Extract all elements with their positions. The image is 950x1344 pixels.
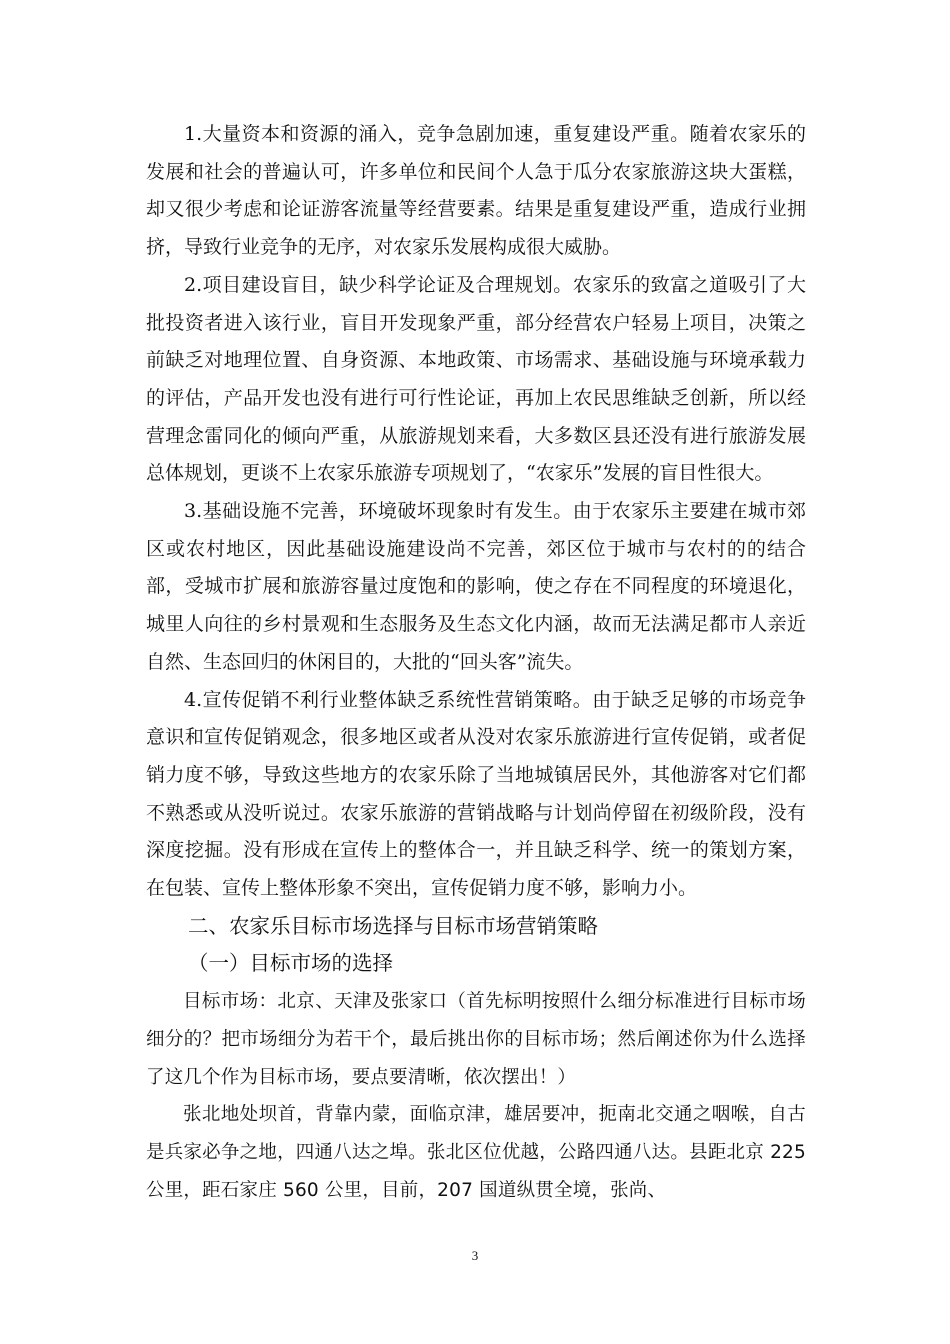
paragraph-target-market: 目标市场：北京、天津及张家口（首先标明按照什么细分标准进行目标市场细分的？把市场细分为若干个，最后挑出你的目标市场；然后阐述你为什么选择了这几个作为目标市场，要点要清晰，依次摆出！） — [146, 991, 806, 1088]
body-text — [146, 116, 806, 1209]
subsection-heading: （一）目标市场的选择 — [188, 951, 393, 976]
paragraph-3: 3.基础设施不完善，环境破坏现象时有发生。由于农家乐主要建在城市郊区或农村地区，因此基础设施建设尚不完善，郊区位于城市与农村的的结合部，受城市扩展和旅游容量过度饱和的影响，使之存在不同程度的环境退化，城里人向往的乡村景观和生态服务及生态文化内涵，故而无法满足都市人亲近自然、生态回归的休闲目的，大批的“回头客”流失。 — [146, 500, 806, 673]
paragraph-1: 1.大量资本和资源的涌入，竞争急剧加速，重复建设严重。随着农家乐的发展和社会的普遍认可，许多单位和民间个人急于瓜分农家旅游这块大蛋糕，却又很少考虑和论证游客流量等经营要素。结果是重复建设严重，造成行业拥挤，导致行业竞争的无序，对农家乐发展构成很大威胁。 — [146, 123, 806, 259]
page-number: 3 — [471, 1248, 479, 1263]
paragraph-4: 4.宣传促销不利行业整体缺乏系统性营销策略。由于缺乏足够的市场竞争意识和宣传促销观念，很多地区或者从没对农家乐旅游进行宣传促销，或者促销力度不够，导致这些地方的农家乐除了当地城镇居民外，其他游客对它们都不熟悉或从没听说过。农家乐旅游的营销战略与计划尚停留在初级阶段，没有深度挖掘。没有形成在宣传上的整体合一，并且缺乏科学、统一的策划方案，在包装、宣传上整体形象不突出，宣传促销力度不够，影响力小。 — [146, 688, 806, 900]
paragraph-zhangbei: 张北地处坝首，背靠内蒙，面临京津，雄居要冲，扼南北交通之咽喉，自古是兵家必争之地，四通八达之埠。张北区位优越，公路四通八达。县距北京 225 公里，距石家庄 560 公里，目前，207 国道纵贯全境，张尚、 — [146, 1104, 806, 1201]
section-heading: 二、农家乐目标市场选择与目标市场营销策略 — [188, 913, 598, 938]
paragraph-2: 2.项目建设盲目，缺少科学论证及合理规划。农家乐的致富之道吸引了大批投资者进入该行业，盲目开发现象严重，部分经营农户轻易上项目，决策之前缺乏对地理位置、自身资源、本地政策、市场需求、基础设施与环境承载力的评估，产品开发也没有进行可行性论证，再加上农民思维缺乏创新，所以经营理念雷同化的倾向严重，从旅游规划来看，大多数区县还没有进行旅游发展总体规划，更谈不上农家乐旅游专项规划了，“农家乐”发展的盲目性很大。 — [146, 273, 806, 485]
